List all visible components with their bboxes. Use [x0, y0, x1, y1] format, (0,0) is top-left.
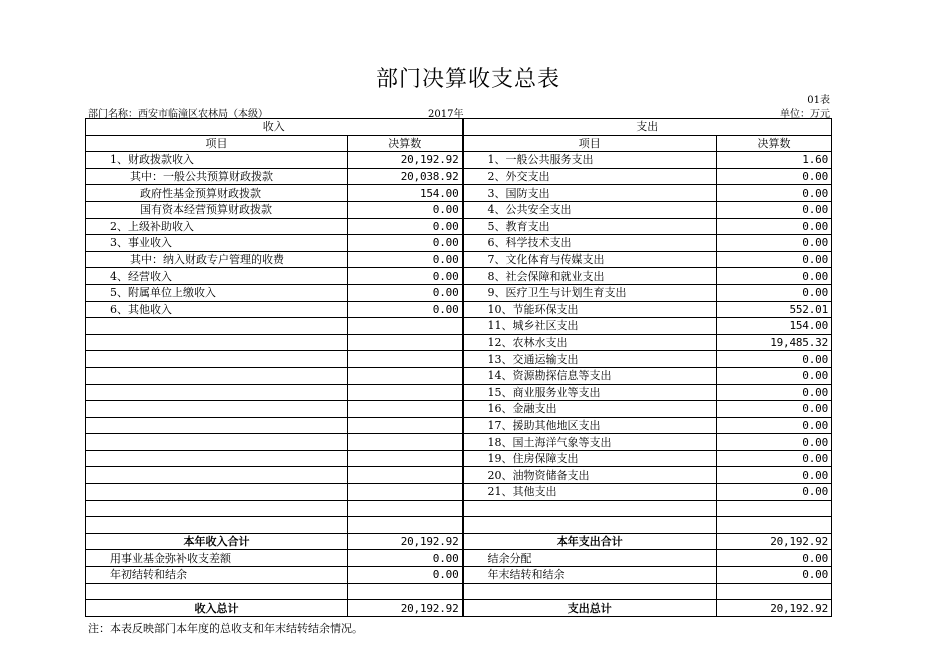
expense-item-value: 0.00: [717, 185, 832, 202]
expense-item-value: 0.00: [717, 284, 832, 301]
summary-table: [85, 118, 832, 617]
income-amount-header: 决算数: [348, 135, 463, 152]
section-header-row: [86, 119, 832, 136]
expense-amount-header: 决算数: [717, 135, 832, 152]
empty-cell: [86, 517, 348, 534]
income-item-label: 3、事业收入: [86, 235, 348, 252]
expense-item-value: 154.00: [717, 318, 832, 335]
table-row: [86, 251, 832, 268]
beginning-carryover-value: 0.00: [348, 567, 463, 584]
income-section-header: 收入: [86, 119, 463, 136]
expense-item-label: 4、公共安全支出: [463, 201, 717, 218]
table-row: [86, 484, 832, 501]
table-row: [86, 417, 832, 434]
expense-item-value: 0.00: [717, 417, 832, 434]
income-item-value: 20,192.92: [348, 152, 463, 169]
empty-cell: [86, 450, 348, 467]
expense-item-value: 0.00: [717, 484, 832, 501]
fund-gap-value: 0.00: [348, 550, 463, 567]
income-item-label: 其中：一般公共预算财政拨款: [86, 168, 348, 185]
income-item-label: 6、其他收入: [86, 301, 348, 318]
expense-item-value: 0.00: [717, 384, 832, 401]
expense-item-label: 21、其他支出: [463, 484, 717, 501]
expense-item-value: 0.00: [717, 467, 832, 484]
empty-cell: [86, 583, 348, 600]
summary-table-body: [86, 119, 832, 617]
income-item-label: 其中：纳入财政专户管理的收费: [86, 251, 348, 268]
table-row: [86, 284, 832, 301]
income-item-value: 0.00: [348, 235, 463, 252]
report-year: 2017年: [428, 109, 464, 120]
empty-cell: [86, 384, 348, 401]
empty-cell: [348, 384, 463, 401]
expense-item-label: 19、住房保障支出: [463, 450, 717, 467]
table-row: [86, 450, 832, 467]
expense-item-label: 9、医疗卫生与计划生育支出: [463, 284, 717, 301]
expense-item-value: 0.00: [717, 450, 832, 467]
form-number: 01表: [807, 95, 830, 106]
expense-item-label: 1、一般公共服务支出: [463, 152, 717, 169]
table-row: [86, 334, 832, 351]
expense-year-total-label: 本年支出合计: [463, 533, 717, 550]
ending-carryover-value: 0.00: [717, 567, 832, 584]
expense-item-value: 19,485.32: [717, 334, 832, 351]
expense-item-label: 7、文化体育与传媒支出: [463, 251, 717, 268]
expense-item-label: 12、农林水支出: [463, 334, 717, 351]
expense-item-value: 0.00: [717, 251, 832, 268]
empty-cell: [86, 318, 348, 335]
expense-item-value: 0.00: [717, 367, 832, 384]
empty-cell: [348, 401, 463, 418]
expense-item-value: 0.00: [717, 401, 832, 418]
empty-cell: [86, 334, 348, 351]
income-item-value: 154.00: [348, 185, 463, 202]
income-year-total-label: 本年收入合计: [86, 533, 348, 550]
empty-cell: [86, 467, 348, 484]
expense-item-label: 6、科学技术支出: [463, 235, 717, 252]
expense-item-header: 项目: [463, 135, 717, 152]
empty-cell: [717, 583, 832, 600]
empty-cell: [86, 484, 348, 501]
empty-cell: [348, 367, 463, 384]
table-row: [86, 201, 832, 218]
expense-item-value: 552.01: [717, 301, 832, 318]
empty-cell: [348, 417, 463, 434]
blank-row: [86, 583, 832, 600]
surplus-distribution-label: 结余分配: [463, 550, 717, 567]
expense-year-total-value: 20,192.92: [717, 533, 832, 550]
fund-gap-label: 用事业基金弥补收支差额: [86, 550, 348, 567]
empty-cell: [348, 434, 463, 451]
ending-carryover-label: 年末结转和结余: [463, 567, 717, 584]
expense-item-value: 0.00: [717, 351, 832, 368]
income-item-value: 0.00: [348, 268, 463, 285]
income-item-value: 0.00: [348, 218, 463, 235]
table-row: [86, 318, 832, 335]
empty-cell: [86, 351, 348, 368]
empty-cell: [463, 583, 717, 600]
table-row: [86, 467, 832, 484]
expense-item-label: 18、国土海洋气象等支出: [463, 434, 717, 451]
empty-cell: [348, 484, 463, 501]
expense-item-value: 0.00: [717, 168, 832, 185]
totals-row: [86, 533, 832, 550]
income-item-value: 0.00: [348, 251, 463, 268]
income-item-value: 0.00: [348, 301, 463, 318]
expense-item-label: 3、国防支出: [463, 185, 717, 202]
income-item-label: 2、上级补助收入: [86, 218, 348, 235]
footnote: 注：本表反映部门本年度的总收支和年末结转结余情况。: [88, 622, 363, 635]
totals-row: [86, 567, 832, 584]
empty-cell: [348, 583, 463, 600]
table-row: [86, 384, 832, 401]
table-row: [86, 152, 832, 169]
income-item-label: 5、附属单位上缴收入: [86, 284, 348, 301]
expense-item-value: 0.00: [717, 218, 832, 235]
table-row: [86, 218, 832, 235]
column-header-row: [86, 135, 832, 152]
empty-cell: [348, 334, 463, 351]
income-item-label: 政府性基金预算财政拨款: [86, 185, 348, 202]
expense-item-label: 11、城乡社区支出: [463, 318, 717, 335]
empty-cell: [348, 517, 463, 534]
expense-item-label: 14、资源勘探信息等支出: [463, 367, 717, 384]
beginning-carryover-label: 年初结转和结余: [86, 567, 348, 584]
blank-row: [86, 500, 832, 517]
expense-item-value: 1.60: [717, 152, 832, 169]
expense-item-value: 0.00: [717, 201, 832, 218]
surplus-distribution-value: 0.00: [717, 550, 832, 567]
report-title: 部门决算收支总表: [375, 67, 560, 92]
expense-item-label: 10、节能环保支出: [463, 301, 717, 318]
empty-cell: [348, 318, 463, 335]
currency-unit: 单位：万元: [780, 109, 830, 120]
expense-item-value: 0.00: [717, 235, 832, 252]
expense-section-header: 支出: [463, 119, 832, 136]
grand-total-row: [86, 600, 832, 617]
income-item-value: 0.00: [348, 201, 463, 218]
income-item-label: 1、财政拨款收入: [86, 152, 348, 169]
income-item-label: 国有资本经营预算财政拨款: [86, 201, 348, 218]
empty-cell: [463, 500, 717, 517]
table-row: [86, 185, 832, 202]
expense-item-label: 2、外交支出: [463, 168, 717, 185]
expense-item-value: 0.00: [717, 268, 832, 285]
table-row: [86, 401, 832, 418]
totals-row: [86, 550, 832, 567]
expense-item-label: 8、社会保障和就业支出: [463, 268, 717, 285]
table-row: [86, 168, 832, 185]
table-row: [86, 301, 832, 318]
empty-cell: [463, 517, 717, 534]
expense-item-label: 13、交通运输支出: [463, 351, 717, 368]
table-row: [86, 351, 832, 368]
expense-item-label: 15、商业服务业等支出: [463, 384, 717, 401]
empty-cell: [348, 450, 463, 467]
expense-item-label: 17、援助其他地区支出: [463, 417, 717, 434]
expense-grand-total-value: 20,192.92: [717, 600, 832, 617]
income-grand-total-label: 收入总计: [86, 600, 348, 617]
department-name: 部门名称：西安市临潼区农林局（本级）: [88, 109, 268, 120]
income-year-total-value: 20,192.92: [348, 533, 463, 550]
expense-item-label: 5、教育支出: [463, 218, 717, 235]
table-row: [86, 235, 832, 252]
empty-cell: [348, 351, 463, 368]
table-row: [86, 367, 832, 384]
empty-cell: [717, 500, 832, 517]
empty-cell: [86, 434, 348, 451]
blank-row: [86, 517, 832, 534]
income-item-header: 项目: [86, 135, 348, 152]
table-row: [86, 268, 832, 285]
expense-grand-total-label: 支出总计: [463, 600, 717, 617]
expense-item-label: 16、金融支出: [463, 401, 717, 418]
empty-cell: [86, 417, 348, 434]
income-item-label: 4、经营收入: [86, 268, 348, 285]
empty-cell: [348, 500, 463, 517]
empty-cell: [348, 467, 463, 484]
income-item-value: 0.00: [348, 284, 463, 301]
table-row: [86, 434, 832, 451]
empty-cell: [86, 500, 348, 517]
expense-item-label: 20、油物资储备支出: [463, 467, 717, 484]
empty-cell: [86, 367, 348, 384]
empty-cell: [717, 517, 832, 534]
income-item-value: 20,038.92: [348, 168, 463, 185]
expense-item-value: 0.00: [717, 434, 832, 451]
empty-cell: [86, 401, 348, 418]
income-grand-total-value: 20,192.92: [348, 600, 463, 617]
